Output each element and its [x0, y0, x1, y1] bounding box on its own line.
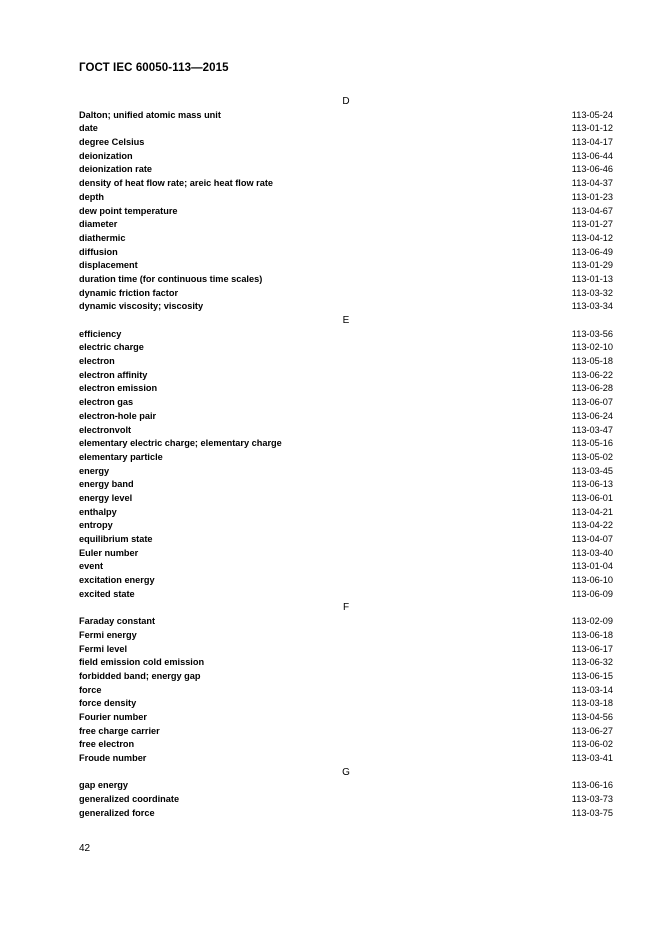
entry-term: depth	[79, 191, 105, 202]
entry-code: 113-03-18	[571, 698, 613, 709]
entry-term: dynamic friction factor	[79, 287, 179, 298]
entry-term: Fourier number	[79, 711, 147, 722]
entry-code: 113-03-34	[571, 301, 613, 312]
entry-code: 113-04-37	[571, 178, 613, 189]
entry-code: 113-06-27	[571, 725, 613, 736]
entry-term: electron-hole pair	[79, 410, 157, 421]
entry-code: 113-04-21	[571, 506, 613, 517]
entry-term: equilibrium state	[79, 534, 153, 544]
index-entry	[79, 396, 613, 410]
entry-term: Fermi level	[79, 643, 128, 654]
index-entry	[79, 656, 613, 670]
entry-code: 113-05-18	[571, 356, 613, 367]
entry-term: generalized coordinate	[79, 794, 180, 805]
entry-term: Fermi energy	[79, 629, 137, 640]
index-entry	[79, 259, 613, 273]
index-entry	[79, 246, 613, 260]
entry-code: 113-06-13	[571, 479, 613, 490]
entry-term: diameter	[79, 219, 118, 230]
entry-term: deionization rate	[79, 164, 152, 175]
index-entry	[79, 793, 613, 807]
index-entry	[79, 807, 613, 821]
entry-term: date	[79, 123, 98, 134]
index-entry	[79, 752, 613, 766]
entry-code: 113-02-09	[571, 616, 613, 627]
entry-code: 113-06-49	[571, 246, 613, 257]
index-entry	[79, 547, 613, 561]
entry-code: 113-05-24	[571, 109, 613, 120]
entry-term: Froude number	[79, 753, 147, 763]
entry-code: 113-01-23	[571, 191, 613, 202]
index-entry	[79, 177, 613, 191]
index-entry	[79, 410, 613, 424]
entry-term: electronvolt	[79, 424, 132, 435]
entry-code: 113-05-16	[571, 438, 613, 449]
entry-term: elementary particle	[79, 451, 163, 462]
entry-term: excitation energy	[79, 575, 155, 586]
entry-code: 113-02-10	[571, 342, 613, 353]
entry-term: degree Celsius	[79, 137, 145, 148]
section-letter: F	[342, 602, 350, 614]
entry-code: 113-01-12	[571, 123, 613, 134]
entry-term: Dalton; unified atomic mass unit	[79, 109, 221, 120]
entry-code: 113-04-22	[571, 520, 613, 531]
index-entry	[79, 109, 613, 123]
section-letter: G	[342, 766, 350, 778]
entry-term: duration time (for continuous time scales)	[79, 273, 263, 284]
index-entry	[79, 287, 613, 301]
index-entry	[79, 122, 613, 136]
entry-code: 113-04-17	[571, 137, 613, 148]
index-entry	[79, 465, 613, 479]
entry-term: electron	[79, 356, 115, 367]
entry-code: 113-06-10	[571, 575, 613, 586]
index-section	[79, 766, 613, 821]
index-entry	[79, 478, 613, 492]
index-entry	[79, 191, 613, 205]
entry-code: 113-03-45	[571, 465, 613, 476]
entry-code: 113-03-56	[571, 328, 613, 339]
entry-term: forbidded band; energy gap	[79, 670, 201, 681]
entry-term: elementary electric charge; elementary charge	[79, 438, 282, 449]
index-entry	[79, 533, 613, 547]
index-entry	[79, 670, 613, 684]
index-entry	[79, 697, 613, 711]
entry-term: force	[79, 684, 102, 695]
entry-code: 113-01-04	[571, 561, 613, 572]
entry-term: energy level	[79, 492, 133, 503]
index-entry	[79, 205, 613, 219]
entry-code: 113-06-07	[571, 397, 613, 408]
index-entry	[79, 150, 613, 164]
entry-term: Euler number	[79, 547, 139, 558]
index-entry	[79, 684, 613, 698]
entry-code: 113-03-40	[571, 547, 613, 558]
entry-code: 113-01-13	[571, 273, 613, 284]
entry-term: displacement	[79, 260, 138, 271]
entry-term: electron emission	[79, 383, 158, 394]
entry-term: event	[79, 561, 104, 572]
entry-code: 113-04-67	[571, 205, 613, 216]
entry-term: diathermic	[79, 232, 126, 243]
entry-code: 113-06-44	[571, 150, 613, 161]
entry-term: gap energy	[79, 780, 129, 791]
entry-code: 113-01-29	[571, 260, 613, 271]
index-entry	[79, 273, 613, 287]
index-entry	[79, 328, 613, 342]
index-entry	[79, 725, 613, 739]
index-entry	[79, 136, 613, 150]
index-entry	[79, 355, 613, 369]
entry-code: 113-03-41	[571, 753, 613, 763]
entry-term: generalized force	[79, 807, 155, 818]
entry-code: 113-06-01	[571, 492, 613, 503]
index-entry	[79, 506, 613, 520]
entry-code: 113-06-22	[571, 369, 613, 380]
index-entry	[79, 369, 613, 383]
entry-term: Faraday constant	[79, 616, 156, 627]
index-entry	[79, 232, 613, 246]
entry-code: 113-06-02	[571, 739, 613, 750]
entry-code: 113-04-56	[571, 711, 613, 722]
section-letter: D	[342, 96, 350, 107]
section-letter: E	[342, 315, 350, 326]
entry-term: electron affinity	[79, 369, 148, 380]
entry-code: 113-06-15	[571, 670, 613, 681]
index-section	[79, 314, 613, 601]
entry-term: enthalpy	[79, 506, 117, 517]
index-entry	[79, 437, 613, 451]
entry-code: 113-04-12	[571, 232, 613, 243]
index-entry	[79, 218, 613, 232]
entry-code: 113-06-28	[571, 383, 613, 394]
page-number: 42	[79, 843, 91, 854]
entry-term: energy	[79, 465, 110, 476]
entry-code: 113-06-46	[571, 164, 613, 175]
entry-code: 113-01-27	[571, 219, 613, 230]
entry-code: 113-06-18	[571, 629, 613, 640]
entry-code: 113-03-47	[571, 424, 613, 435]
index-entry	[79, 451, 613, 465]
index-entry	[79, 341, 613, 355]
entry-term: dynamic viscosity; viscosity	[79, 301, 204, 312]
index-entry	[79, 424, 613, 438]
entry-term: deionization	[79, 150, 133, 161]
entry-term: efficiency	[79, 328, 122, 339]
entry-term: energy band	[79, 479, 134, 490]
index-section	[79, 95, 613, 314]
entry-code: 113-06-24	[571, 410, 613, 421]
entry-term: density of heat flow rate; areic heat flow rate	[79, 178, 274, 189]
entry-code: 113-06-32	[571, 657, 613, 668]
index-entry	[79, 163, 613, 177]
index-entry	[79, 643, 613, 657]
entry-term: diffusion	[79, 246, 118, 257]
entry-term: electric charge	[79, 342, 144, 353]
term-index	[79, 95, 613, 820]
entry-code: 113-06-17	[571, 643, 613, 654]
index-entry	[79, 519, 613, 533]
index-entry	[79, 382, 613, 396]
entry-term: dew point temperature	[79, 205, 178, 216]
entry-code: 113-04-07	[571, 534, 613, 544]
entry-term: field emission cold emission	[79, 657, 205, 668]
entry-term: force density	[79, 698, 137, 709]
entry-term: free electron	[79, 739, 135, 750]
index-entry	[79, 492, 613, 506]
index-entry	[79, 588, 613, 602]
entry-code: 113-03-75	[571, 807, 613, 818]
entry-code: 113-03-32	[571, 287, 613, 298]
entry-term: excited state	[79, 588, 135, 599]
entry-code: 113-06-09	[571, 588, 613, 599]
document-header: ГОСТ IEC 60050-113—2015	[79, 62, 229, 74]
entry-term: free charge carrier	[79, 725, 160, 736]
entry-code: 113-06-16	[571, 780, 613, 791]
index-entry	[79, 779, 613, 793]
index-entry	[79, 300, 613, 314]
entry-code: 113-03-73	[571, 794, 613, 805]
entry-code: 113-05-02	[571, 451, 613, 462]
index-entry	[79, 615, 613, 629]
index-entry	[79, 560, 613, 574]
entry-term: electron gas	[79, 397, 134, 408]
index-entry	[79, 629, 613, 643]
entry-term: entropy	[79, 520, 113, 531]
entry-code: 113-03-14	[571, 684, 613, 695]
index-section	[79, 601, 613, 765]
index-entry	[79, 738, 613, 752]
index-entry	[79, 711, 613, 725]
index-entry	[79, 574, 613, 588]
